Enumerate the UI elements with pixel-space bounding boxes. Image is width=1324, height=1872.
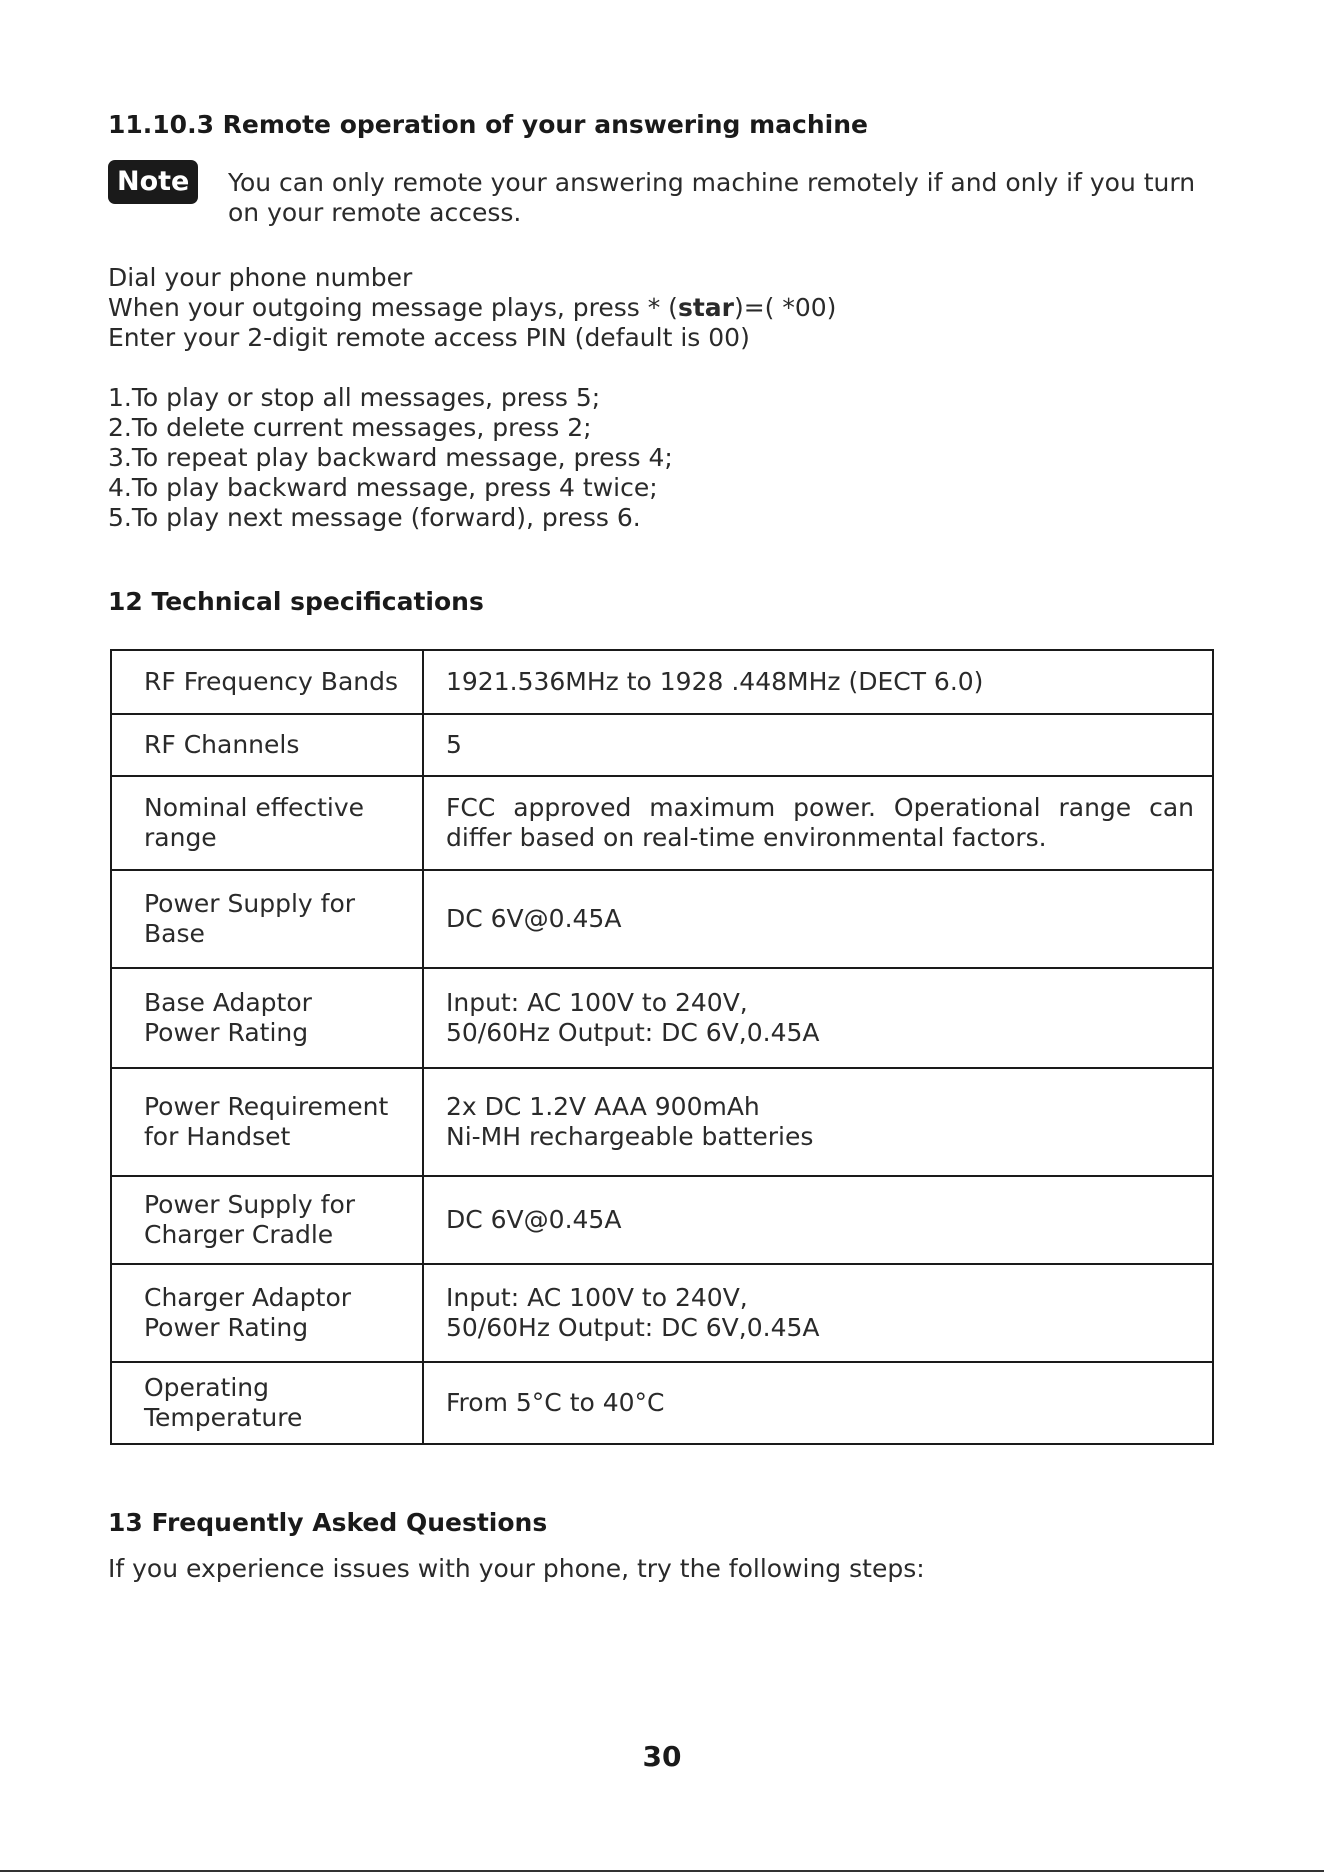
spec-key: Charger Adaptor Power Rating [111,1264,423,1362]
note-text: You can only remote your answering machine remotely if and only if you turn on your remote access. [228,168,1196,227]
spec-row [111,870,1213,968]
spec-value: DC 6V@0.45A [423,870,1213,968]
spec-value: Input: AC 100V to 240V, 50/60Hz Output: DC 6V,0.45A [423,968,1213,1068]
dial-instructions [108,263,836,353]
spec-row [111,776,1213,870]
star-emphasis: star [677,293,734,322]
spec-row [111,1176,1213,1264]
instruction-line: Dial your phone number [108,263,413,292]
command-item: 3.To repeat play backward message, press 4; [108,443,673,472]
page-number: 30 [642,1740,682,1773]
spec-value: 1921.536MHz to 1928 .448MHz (DECT 6.0) [423,650,1213,714]
spec-row [111,650,1213,714]
faq-intro: If you experience issues with your phone, try the following steps: [108,1554,925,1583]
spec-row [111,1264,1213,1362]
spec-value: 2x DC 1.2V AAA 900mAh Ni-MH rechargeable batteries [423,1068,1213,1176]
heading-faq: 13 Frequently Asked Questions [108,1508,548,1537]
spec-key: RF Channels [111,714,423,776]
instruction-line: When your outgoing message plays, press * (star)=( *00) [108,293,837,322]
spec-key: RF Frequency Bands [111,650,423,714]
spec-key: Power Requirement for Handset [111,1068,423,1176]
spec-row [111,714,1213,776]
spec-value: 5 [423,714,1213,776]
spec-value: From 5°C to 40°C [423,1362,1213,1444]
spec-row [111,1068,1213,1176]
spec-row [111,1362,1213,1444]
spec-value: DC 6V@0.45A [423,1176,1213,1264]
command-item: 2.To delete current messages, press 2; [108,413,592,442]
instruction-line: Enter your 2-digit remote access PIN (default is 00) [108,323,750,352]
spec-key: Power Supply for Charger Cradle [111,1176,423,1264]
spec-key: Operating Temperature [111,1362,423,1444]
command-item: 1.To play or stop all messages, press 5; [108,383,601,412]
heading-technical-specifications: 12 Technical specifications [108,587,484,616]
spec-row [111,968,1213,1068]
spec-key: Power Supply for Base [111,870,423,968]
spec-table [110,649,1214,1445]
command-item: 4.To play backward message, press 4 twice; [108,473,658,502]
heading-remote-operation: 11.10.3 Remote operation of your answering machine [108,110,868,139]
spec-value: Input: AC 100V to 240V, 50/60Hz Output: DC 6V,0.45A [423,1264,1213,1362]
note-badge: Note [108,160,198,204]
spec-key: Base Adaptor Power Rating [111,968,423,1068]
spec-value: FCC approved maximum power. Operational range can differ based on real-time environmental factors. [423,776,1213,870]
command-item: 5.To play next message (forward), press 6. [108,503,641,532]
command-list [108,383,673,533]
spec-key: Nominal effective range [111,776,423,870]
